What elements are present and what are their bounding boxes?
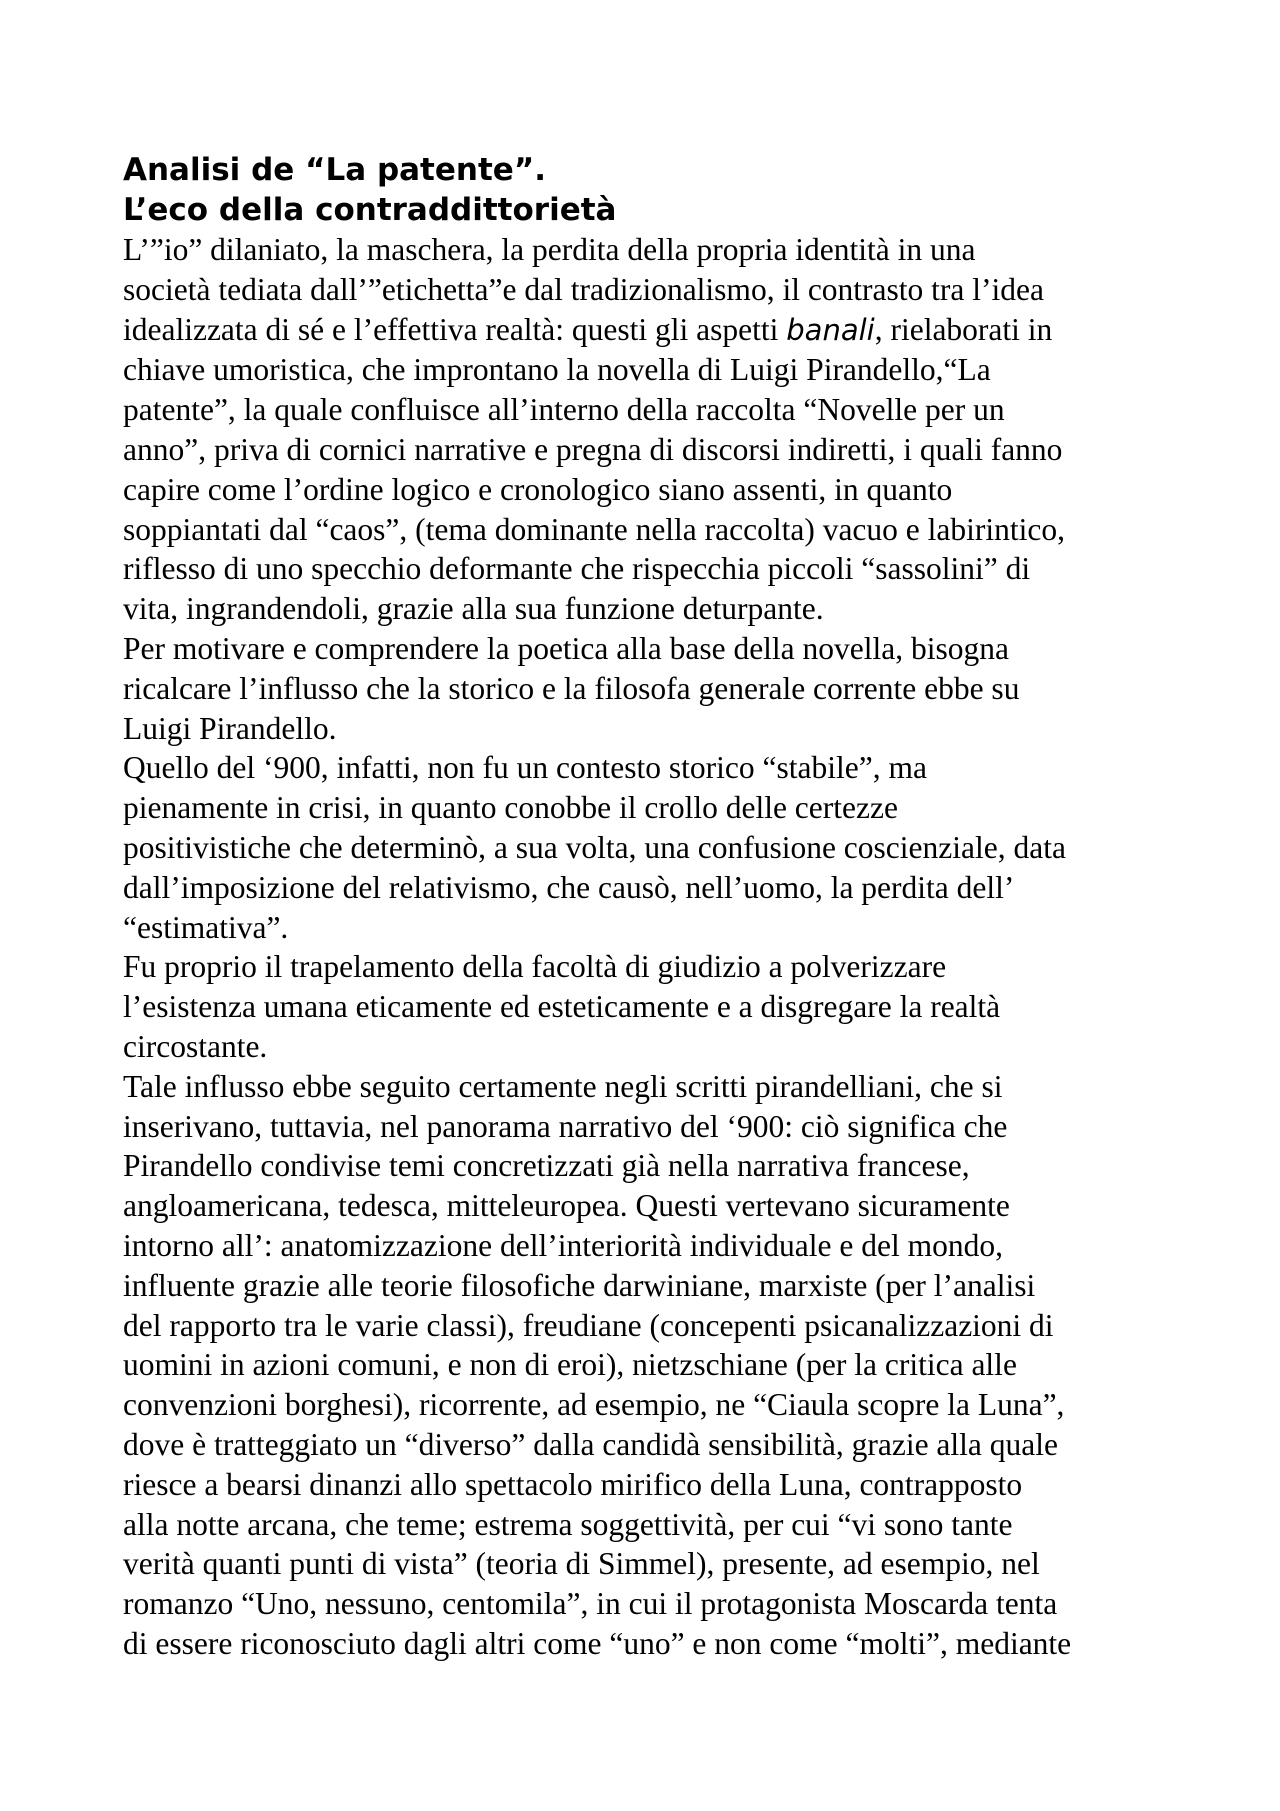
body-line: convenzioni borghesi), ricorrente, ad esempio, ne “Ciaula scopre la Luna”, [123,1387,1065,1423]
body-line: inserivano, tuttavia, nel panorama narrativo del ‘900: ciò significa che [123,1108,1008,1144]
document-page [123,150,1168,1664]
body-line: capire come l’ordine logico e cronologico siano assenti, in quanto [123,471,953,507]
body-line: chiave umoristica, che improntano la novella di Luigi Pirandello,“La [123,352,991,388]
body-line-text: idealizzata di sé e l’effettiva realtà: questi gli aspetti [123,311,787,347]
subtitle-line: L’eco della contraddittorietà [123,192,617,228]
body-line: patente”, la quale confluisce all’interno della raccolta “Novelle per un [123,392,1005,428]
body-line: Quello del ‘900, infatti, non fu un contesto storico “stabile”, ma [123,750,927,786]
body-line: l’esistenza umana eticamente ed esteticamente e a disgregare la realtà [123,989,1001,1025]
body-line: riflesso di uno specchio deformante che rispecchia piccoli “sassolini” di [123,551,1031,587]
body-line: verità quanti punti di vista” (teoria di Simmel), presente, ad esempio, nel [123,1546,1040,1582]
body-line: riesce a bearsi dinanzi allo spettacolo mirifico della Luna, contrapposto [123,1466,1023,1502]
body-line: Luigi Pirandello. [123,710,337,746]
body-line: pienamente in crisi, in quanto conobbe il crollo delle certezze [123,790,898,826]
body-line: Tale influsso ebbe seguito certamente negli scritti pirandelliani, che si [123,1068,1003,1104]
body-line: intorno all’: anatomizzazione dell’interiorità individuale e del mondo, [123,1227,1003,1263]
body-line: di essere riconosciuto dagli altri come “uno” e non come “molti”, mediante [123,1625,1072,1661]
body-line: società tediata dall’”etichetta”e dal tradizionalismo, il contrasto tra l’idea [123,271,1044,307]
body-line: angloamericana, tedesca, mitteleuropea. Questi vertevano sicuramente [123,1188,1010,1224]
body-line: alla notte arcana, che teme; estrema soggettività, per cui “vi sono tante [123,1506,1013,1542]
body-line: dove è tratteggiato un “diverso” dalla candidà sensibilità, grazie alla quale [123,1426,1058,1462]
body-line: anno”, priva di cornici narrative e pregna di discorsi indiretti, i quali fanno [123,431,1063,467]
body-line [123,310,1168,351]
title-line: Analisi de “La patente”. [123,152,546,188]
body-line: romanzo “Uno, nessuno, centomila”, in cui il protagonista Moscarda tenta [123,1586,1058,1622]
body-line: Fu proprio il trapelamento della facoltà di giudizio a polverizzare [123,949,947,985]
body-line: uomini in azioni comuni, e non di eroi), nietzschiane (per la critica alle [123,1347,1017,1383]
body-line: dall’imposizione del relativismo, che causò, nell’uomo, la perdita dell’ [123,869,1015,905]
document-title [123,150,1168,230]
emphasized-word: banali [786,312,875,347]
body-line: Pirandello condivise temi concretizzati già nella narrativa francese, [123,1148,970,1184]
body-line: positivistiche che determinò, a sua volta, una confusione coscienziale, data [123,829,1066,865]
body-line: soppiantati dal “caos”, (tema dominante nella raccolta) vacuo e labirintico, [123,511,1065,547]
body-line: Per motivare e comprendere la poetica alla base della novella, bisogna [123,630,1009,666]
document-body [123,230,1168,1664]
body-line: “estimativa”. [123,909,289,945]
body-line: influente grazie alle teorie filosofiche darwiniane, marxiste (per l’analisi [123,1267,1036,1303]
body-line: ricalcare l’influsso che la storico e la filosofa generale corrente ebbe su [123,670,1020,706]
body-line-text: , rielaborati in [874,311,1053,347]
body-line: del rapporto tra le varie classi), freudiane (concepenti psicanalizzazioni di [123,1307,1054,1343]
body-line: circostante. [123,1028,268,1064]
body-line: vita, ingrandendoli, grazie alla sua funzione deturpante. [123,591,824,627]
body-line: L’”io” dilaniato, la maschera, la perdita della propria identità in una [123,232,976,267]
